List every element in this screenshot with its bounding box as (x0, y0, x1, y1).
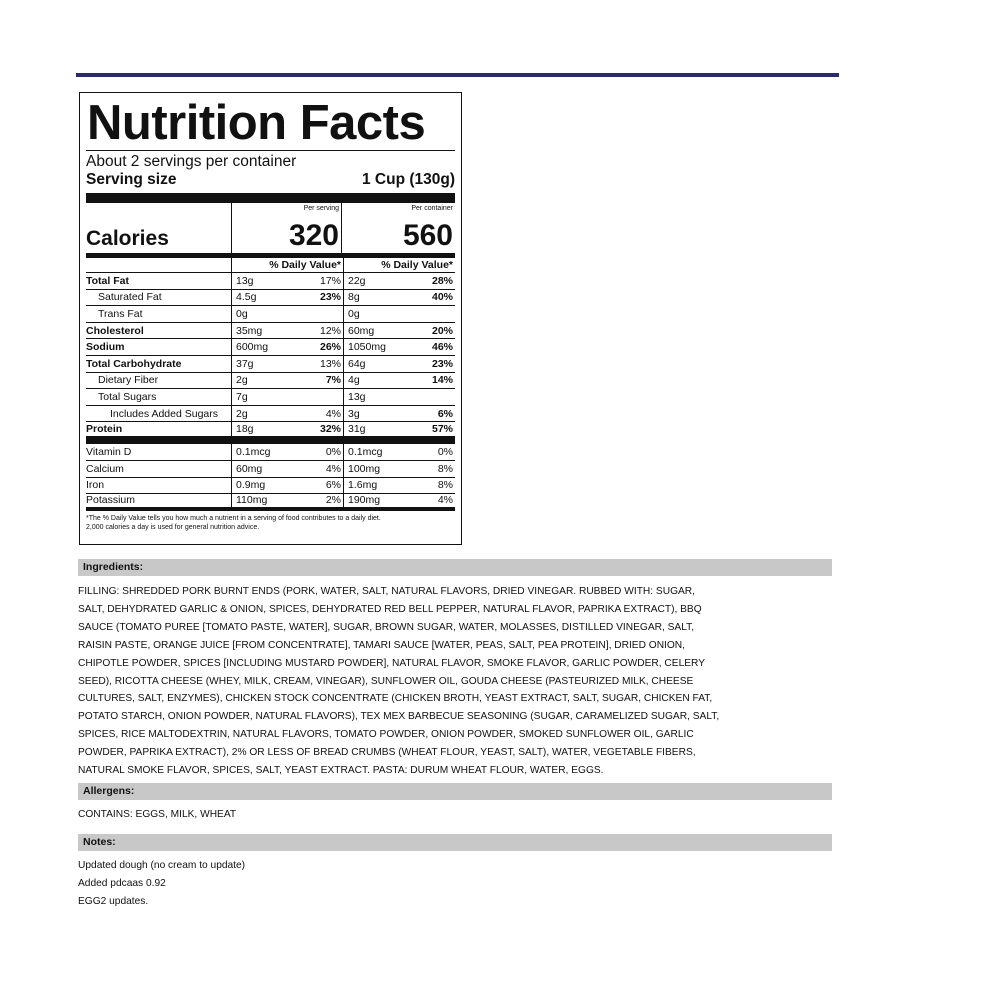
percent-daily-value: 12% (319, 324, 341, 337)
nutrient-name: Total Sugars (86, 389, 232, 405)
ingredients-line: SALT, DEHYDRATED GARLIC & ONION, SPICES, DEHYDRATED RED BELL PEPPER, NATURAL FLAVOR, PAPRIKA EXTRACT), BBQ (78, 603, 702, 615)
ingredients-line: SPICES, RICE MALTODEXTRIN, NATURAL FLAVORS, TOMATO POWDER, ONION POWDER, SMOKED SUNFLOWER OIL, GARLIC (78, 729, 694, 741)
notes-line: EGG2 updates. (78, 895, 149, 907)
per-container-cell (344, 422, 455, 436)
percent-daily-value: 0% (437, 446, 453, 459)
per-serving-cell (232, 323, 344, 339)
per-container-cell (344, 339, 455, 355)
nutrient-row (86, 444, 455, 461)
amount: 37g (236, 357, 254, 370)
percent-daily-value: 8% (437, 462, 453, 475)
calories-section (86, 203, 455, 258)
notes-line: Added pdcaas 0.92 (78, 877, 166, 889)
calories-per-serving-column (232, 203, 342, 253)
daily-value-header-row (86, 258, 455, 273)
ingredients-line: POTATO STARCH, ONION POWDER, NATURAL FLAVORS), TEX MEX BARBECUE SEASONING (SUGAR, CARAMELIZED SUGAR, SALT, (78, 711, 720, 723)
percent-daily-value: 8% (437, 479, 453, 492)
notes-line: Updated dough (no cream to update) (78, 860, 246, 871)
percent-daily-value: 4% (437, 494, 453, 507)
amount: 31g (348, 423, 366, 436)
per-serving-cell (232, 389, 344, 405)
percent-daily-value: 4% (325, 462, 341, 475)
per-container-header: Per container (411, 205, 453, 212)
nutrient-name: Calcium (86, 461, 232, 477)
nutrient-row (86, 406, 455, 423)
amount: 3g (348, 407, 360, 420)
ingredients-line: POWDER, PAPRIKA EXTRACT), 2% OR LESS OF BREAD CRUMBS (WHEAT FLOUR, YEAST, SALT), WATER, VEGETABLE FIBERS, (78, 747, 696, 759)
per-container-cell (344, 356, 455, 372)
per-serving-cell (232, 461, 344, 477)
amount: 60mg (348, 324, 375, 337)
nutrient-name: Cholesterol (86, 323, 232, 339)
serving-size-label: Serving size (86, 171, 177, 188)
ingredients-line: NATURAL SMOKE FLAVOR, SPICES, SALT, YEAST EXTRACT. PASTA: DURUM WHEAT FLOUR, WATER, EGGS. (78, 765, 604, 777)
daily-value-header-serving: % Daily Value* (232, 258, 344, 272)
nutrient-row (86, 290, 455, 307)
per-serving-cell (232, 478, 344, 494)
percent-daily-value: 46% (431, 341, 453, 354)
nutrient-rows (86, 273, 455, 511)
per-container-cell (344, 373, 455, 389)
nutrient-name: Potassium (86, 494, 232, 507)
calories-per-container: 560 (402, 219, 453, 252)
nutrient-row (86, 422, 455, 444)
percent-daily-value: 7% (325, 374, 341, 387)
nutrient-row (86, 356, 455, 373)
nutrient-name: Includes Added Sugars (86, 406, 232, 422)
per-serving-cell (232, 444, 344, 460)
percent-daily-value: 6% (437, 407, 453, 420)
amount: 4.5g (236, 291, 257, 304)
per-container-cell (344, 444, 455, 460)
footnote-line: *The % Daily Value tells you how much a nutrient in a serving of food contributes to a daily diet. (86, 514, 381, 522)
nutrient-row (86, 389, 455, 406)
per-container-cell (344, 478, 455, 494)
amount: 2g (236, 374, 248, 387)
nutrient-name: Sodium (86, 339, 232, 355)
per-container-cell (344, 389, 455, 405)
allergens-text: CONTAINS: EGGS, MILK, WHEAT (78, 809, 237, 820)
serving-size-row (86, 171, 455, 189)
ingredients-heading: Ingredients: (78, 559, 832, 576)
nutrient-row (86, 461, 455, 478)
amount: 2g (236, 407, 248, 420)
daily-value-header-spacer (86, 258, 232, 272)
amount: 8g (348, 291, 360, 304)
percent-daily-value: 14% (431, 374, 453, 387)
amount: 60mg (236, 462, 263, 475)
ingredients-line: SEED), RICOTTA CHEESE (WHEY, MILK, CREAM, VINEGAR), SUNFLOWER OIL, GOUDA CHEESE (PASTEURIZED MILK, CHEESE (78, 675, 694, 687)
amount: 7g (236, 390, 248, 403)
amount: 0.1mcg (236, 446, 271, 459)
amount: 0.9mg (236, 479, 266, 492)
percent-daily-value: 6% (325, 479, 341, 492)
per-serving-cell (232, 406, 344, 422)
nutrient-name: Trans Fat (86, 306, 232, 322)
nutrient-row (86, 478, 455, 495)
amount: 13g (236, 274, 254, 287)
amount: 600mg (236, 341, 269, 354)
per-serving-cell (232, 306, 344, 322)
nutrient-name: Saturated Fat (86, 290, 232, 306)
per-serving-cell (232, 339, 344, 355)
per-serving-header: Per serving (303, 205, 339, 212)
nutrient-name: Dietary Fiber (86, 373, 232, 389)
percent-daily-value: 32% (319, 423, 341, 436)
amount: 35mg (236, 324, 263, 337)
amount: 22g (348, 274, 366, 287)
per-serving-cell (232, 273, 344, 289)
notes-text (78, 857, 245, 911)
percent-daily-value: 0% (325, 446, 341, 459)
nutrient-row (86, 339, 455, 356)
thick-bar (86, 193, 455, 203)
per-container-cell (344, 273, 455, 289)
nutrient-row (86, 323, 455, 340)
amount: 110mg (236, 494, 268, 507)
footnote (86, 514, 455, 532)
per-container-cell (344, 461, 455, 477)
per-serving-cell (232, 422, 344, 436)
amount: 18g (236, 423, 254, 436)
amount: 4g (348, 374, 360, 387)
ingredients-line: CULTURES, SALT, ENZYMES), CHICKEN STOCK CONCENTRATE (CHICKEN BROTH, YEAST EXTRACT, SALT, SUGAR, CHICKEN FAT, (78, 693, 713, 705)
amount: 100mg (348, 462, 381, 475)
percent-daily-value: 28% (431, 274, 453, 287)
amount: 0g (236, 307, 248, 320)
calories-label: Calories (86, 203, 232, 253)
amount: 1.6mg (348, 479, 378, 492)
percent-daily-value: 26% (319, 341, 341, 354)
nutrient-name: Vitamin D (86, 444, 232, 460)
nutrient-name: Total Fat (86, 273, 232, 289)
per-container-cell (344, 306, 455, 322)
ingredients-text (78, 583, 719, 780)
daily-value-header-container: % Daily Value* (381, 259, 453, 271)
notes-heading: Notes: (78, 834, 832, 851)
percent-daily-value: 2% (325, 494, 341, 507)
per-serving-cell (232, 373, 344, 389)
nutrient-row (86, 306, 455, 323)
per-container-cell (344, 494, 455, 507)
ingredients-line: CHIPOTLE POWDER, SPICES [INCLUDING MUSTARD POWDER], NATURAL FLAVOR, SMOKE FLAVOR, GARLIC POWDER, CELERY (78, 657, 705, 669)
percent-daily-value: 13% (319, 357, 341, 370)
percent-daily-value: 17% (319, 274, 341, 287)
top-rule (76, 73, 839, 77)
nutrient-row (86, 273, 455, 290)
ingredients-line: RAISIN PASTE, ORANGE JUICE [FROM CONCENTRATE], TAMARI SAUCE [WATER, PEAS, SALT, PEA PROTEIN], DRIED ONION, (78, 639, 685, 651)
footnote-line: 2,000 calories a day is used for general nutrition advice. (86, 523, 260, 531)
divider (86, 150, 455, 151)
nutrient-row (86, 373, 455, 390)
percent-daily-value: 4% (325, 407, 341, 420)
per-container-cell (344, 323, 455, 339)
amount: 64g (348, 357, 366, 370)
nutrient-name: Iron (86, 478, 232, 494)
percent-daily-value: 40% (431, 291, 453, 304)
calories-per-serving: 320 (288, 219, 339, 252)
per-serving-cell (232, 494, 344, 507)
amount: 0g (348, 307, 360, 320)
nutrition-facts-label (79, 92, 462, 545)
amount: 190mg (348, 494, 381, 507)
allergens-heading: Allergens: (78, 783, 832, 800)
amount: 0.1mcg (348, 446, 383, 459)
per-serving-cell (232, 290, 344, 306)
calories-per-container-column (346, 203, 455, 253)
amount: 1050mg (348, 341, 386, 354)
percent-daily-value: 23% (431, 357, 453, 370)
percent-daily-value: 57% (431, 423, 453, 436)
servings-per-container: About 2 servings per container (86, 153, 297, 170)
nutrient-row (86, 494, 455, 511)
ingredients-line: SAUCE (TOMATO PUREE [TOMATO PASTE, WATER], SUGAR, BROWN SUGAR, WATER, MOLASSES, DISTILLED VINEGAR, SALT, (78, 621, 695, 633)
per-serving-cell (232, 356, 344, 372)
nutrient-name: Protein (86, 422, 232, 436)
per-container-cell (344, 406, 455, 422)
per-container-cell (344, 290, 455, 306)
ingredients-line: FILLING: SHREDDED PORK BURNT ENDS (PORK, WATER, SALT, NATURAL FLAVORS, DRIED VINEGAR. RUBBED WITH: SUGAR, (78, 586, 695, 597)
percent-daily-value: 23% (319, 291, 341, 304)
amount: 13g (348, 390, 366, 403)
nutrient-name: Total Carbohydrate (86, 356, 232, 372)
serving-size-value: 1 Cup (130g) (361, 171, 455, 188)
nutrition-facts-title: Nutrition Facts (87, 96, 426, 150)
percent-daily-value: 20% (431, 324, 453, 337)
